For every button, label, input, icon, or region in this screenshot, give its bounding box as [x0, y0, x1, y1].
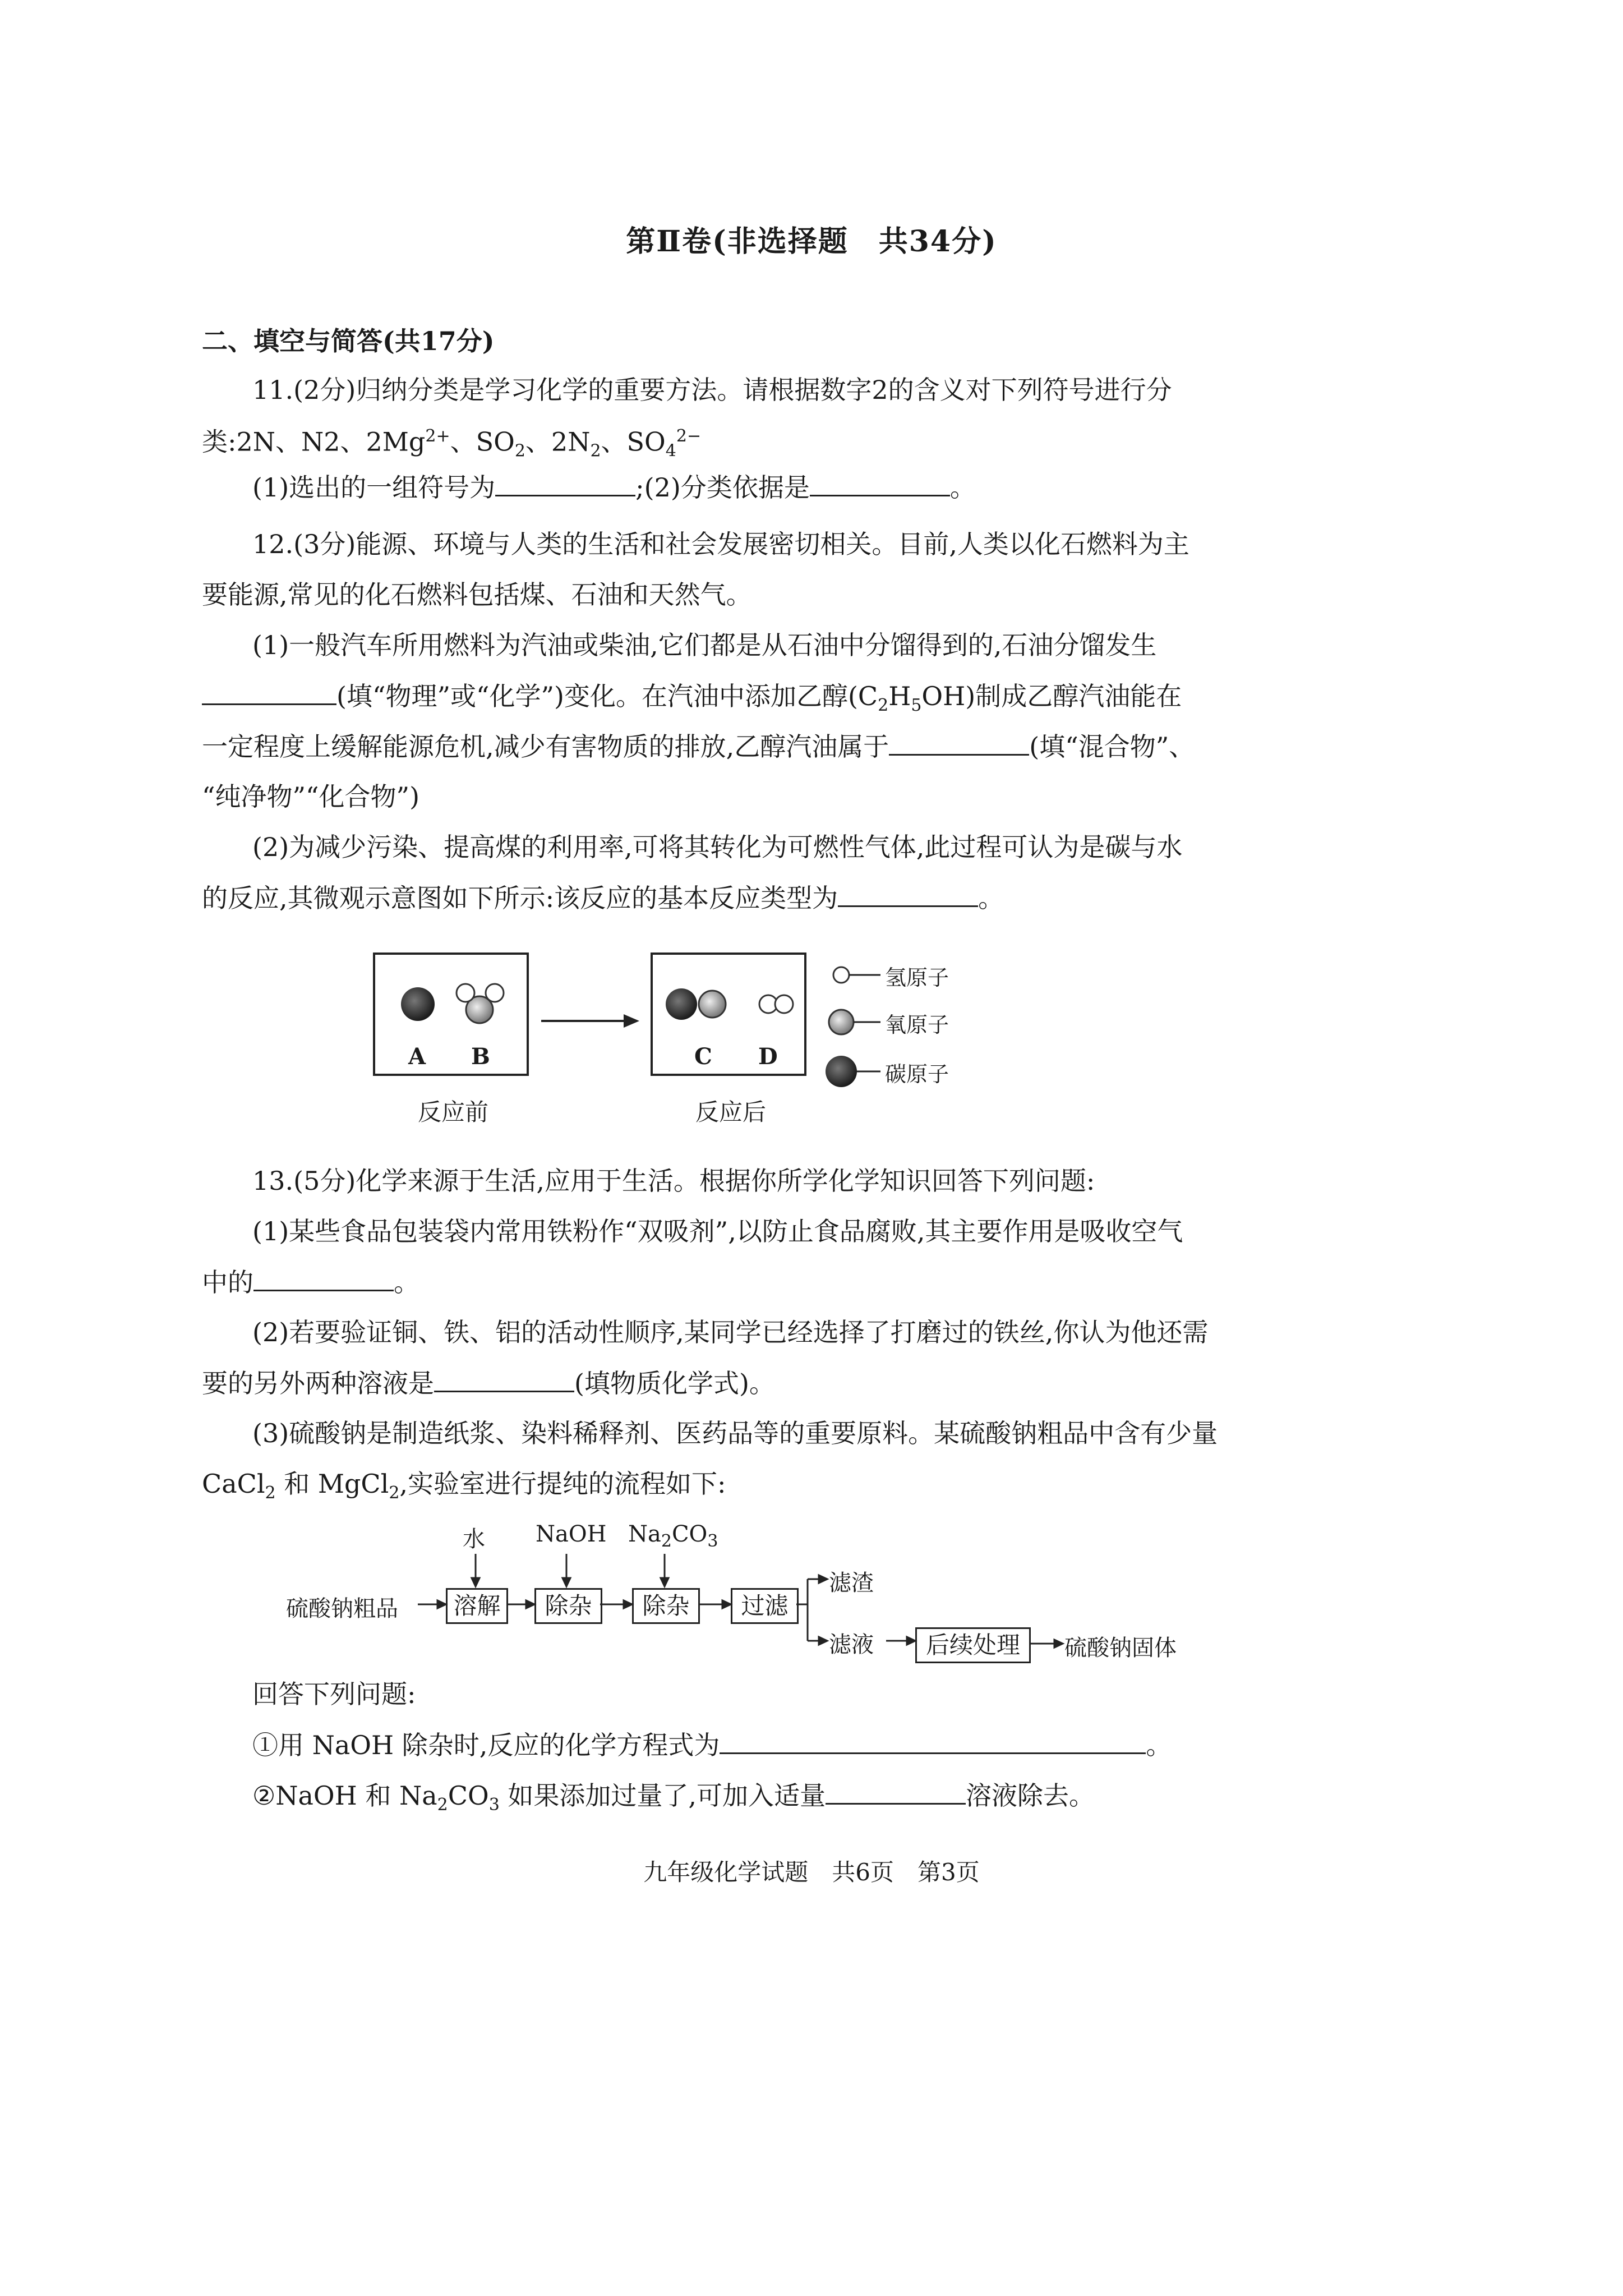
legend-carbon-icon: [826, 1056, 857, 1087]
section-heading: 二、填空与简答(共17分): [202, 326, 495, 356]
q12-s1-line4: “纯净物”“化合物”): [202, 781, 420, 812]
q12-s1-line2: (填“物理”或“化学”)变化。在汽油中添加乙醇$(C_2H_5OH)$制成乙醇汽油能在: [202, 679, 1324, 723]
q13-s3-line1: (3)硫酸钠是制造纸浆、染料稀释剂、医药品等的重要原料。某硫酸钠粗品中含有少量: [252, 1418, 1218, 1448]
reaction-arrow-head: [624, 1014, 639, 1028]
q12-s2-line2: 的反应,其微观示意图如下所示:该反应的基本反应类型为 。: [202, 881, 1324, 915]
legend-oxygen-icon: [829, 1010, 854, 1034]
q11-subquestions: (1)选出的一组符号为 ;(2)分类依据是 。: [252, 470, 1374, 504]
label-a: A: [408, 1043, 426, 1070]
flow-step-purify-1: 除杂: [534, 1588, 602, 1624]
q13-s2-line2: 要的另外两种溶液是 (填物质化学式)。: [202, 1366, 1324, 1400]
flow-reagent-water: 水: [463, 1526, 485, 1552]
hydrogen-atom-d2: [775, 995, 793, 1013]
caption-before: 反应前: [418, 1098, 489, 1126]
q13-line1: 13.(5分)化学来源于生活,应用于生活。根据你所学化学知识回答下列问题:: [252, 1166, 1095, 1196]
q11-line1: 11.(2分)归纳分类是学习化学的重要方法。请根据数字2的含义对下列符号进行分: [252, 375, 1172, 405]
caption-after: 反应后: [695, 1098, 767, 1126]
q13-a1: ①用 NaOH 除杂时,反应的化学方程式为 。: [252, 1728, 1374, 1762]
q13-s3-line2: CaCl$_2$ 和 MgCl$_2$,实验室进行提纯的流程如下:: [202, 1469, 726, 1503]
q12-line2: 要能源,常见的化石燃料包括煤、石油和天然气。: [202, 579, 752, 610]
flow-filtrate: 滤液: [829, 1632, 874, 1658]
legend-carbon-label: 碳原子: [885, 1062, 949, 1087]
q11-line2: 类:2N、N2、$2Mg^{2+}$、$SO_2$、$2N_2$、$SO_4^{2-}$: [202, 426, 702, 461]
label-c: C: [694, 1043, 712, 1070]
label-d: D: [758, 1043, 778, 1070]
flow-input: 硫酸钠粗品: [286, 1596, 398, 1622]
q13-s2-line1: (2)若要验证铜、铁、铝的活动性顺序,某同学已经选择了打磨过的铁丝,你认为他还需: [252, 1317, 1209, 1347]
q12-s2-line1: (2)为减少污染、提高煤的利用率,可将其转化为可燃性气体,此过程可认为是碳与水: [252, 832, 1183, 862]
q13-answer-intro: 回答下列问题:: [252, 1679, 416, 1709]
legend-hydrogen-label: 氢原子: [885, 965, 949, 990]
flow-step-filter: 过滤: [731, 1588, 799, 1624]
page-footer: 九年级化学试题 共6页 第3页: [643, 1858, 980, 1886]
flow-reagent-na2co3: $Na_2CO_3$: [628, 1521, 718, 1551]
legend-oxygen-label: 氧原子: [885, 1013, 949, 1037]
page-title: 第Ⅱ卷(非选择题 共34分): [626, 224, 997, 259]
q13-s1-line2: 中的 。: [202, 1265, 1324, 1299]
flow-residue: 滤渣: [829, 1570, 874, 1596]
q12-s1-line3: 一定程度上缓解能源危机,减少有害物质的排放,乙醇汽油属于 (填“混合物”、: [202, 729, 1324, 763]
flow-step-dissolve: 溶解: [446, 1588, 508, 1624]
q13-s1-line1: (1)某些食品包装袋内常用铁粉作“双吸剂”,以防止食品腐败,其主要作用是吸收空气: [252, 1216, 1183, 1246]
flow-step-post-treatment: 后续处理: [915, 1627, 1031, 1663]
q12-line1: 12.(3分)能源、环境与人类的生活和社会发展密切相关。目前,人类以化石燃料为主: [252, 529, 1189, 559]
flow-reagent-naoh: NaOH: [536, 1521, 607, 1547]
hydrogen-atom-b2: [486, 984, 504, 1002]
q13-answer-blank-3[interactable]: [826, 1778, 966, 1805]
legend-hydrogen-icon: [833, 967, 849, 983]
carbon-atom-a: [401, 987, 435, 1021]
oxygen-atom-c: [699, 991, 726, 1018]
flow-output: 硫酸钠固体: [1064, 1635, 1177, 1661]
q13-a2: ②NaOH 和 $Na_2CO_3$ 如果添加过量了,可加入适量 溶液除去。: [252, 1778, 1374, 1822]
flow-step-purify-2: 除杂: [632, 1588, 700, 1624]
q13-answer-blank-2[interactable]: [434, 1366, 574, 1392]
carbon-atom-c: [666, 988, 697, 1020]
q12-s1-line1: (1)一般汽车所用燃料为汽油或柴油,它们都是从石油中分馏得到的,石油分馏发生: [252, 630, 1157, 660]
q13-equation-blank[interactable]: [720, 1728, 1146, 1754]
hydrogen-atom-b1: [457, 984, 474, 1002]
q13-answer-blank-1[interactable]: [253, 1265, 394, 1291]
label-b: B: [471, 1043, 490, 1070]
